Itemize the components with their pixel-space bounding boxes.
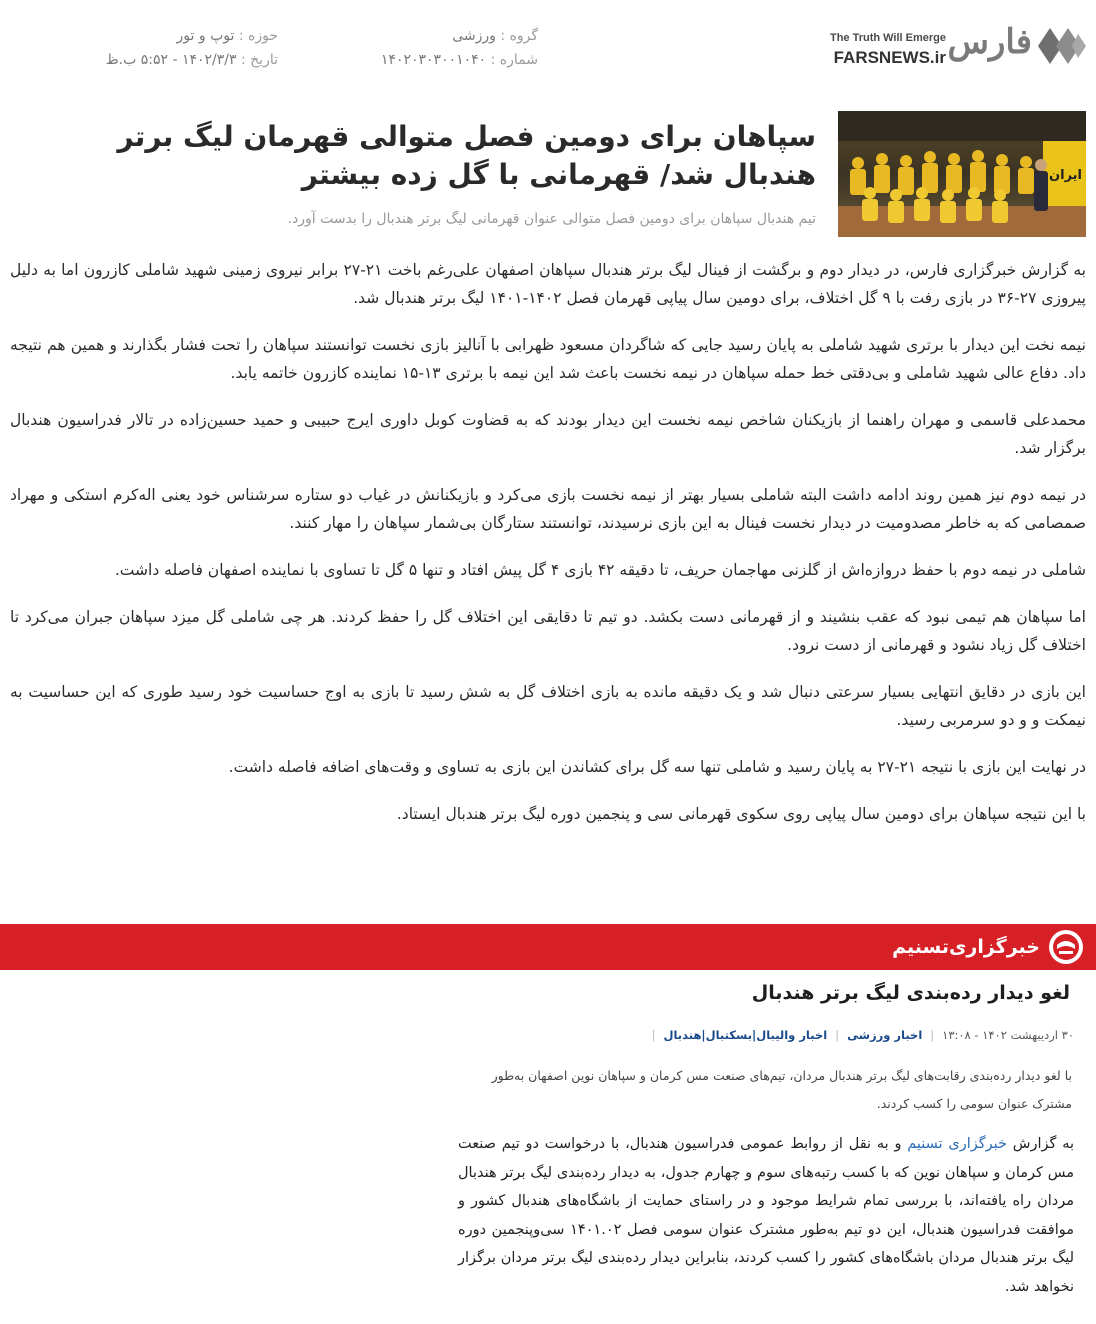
- article-paragraph: اما سپاهان هم تیمی نبود که عقب بنشیند و از قهرمانی دست بکشد. دو تیم تا دقایقی این اختلاف گل را حفظ کردند. هر چی شاملی گل میزد سپاهان جبران می‌کرد تا اختلاف گل زیاد نشود و قهرمانی از دست نرود.: [10, 608, 1086, 654]
- article-headline: سپاهان برای دومین فصل متوالی قهرمان لیگ برتر هندبال شد/ قهرمانی با گل زده بیشتر: [117, 120, 816, 191]
- tasnim-lead: با لغو دیدار رده‌بندی رقابت‌های لیگ برتر هندبال مردان، تیم‌های صنعت مس کرمان و سپاهان نوین اصفهان به‌طور مشترک عنوان سومی را کسب کردند.: [491, 1068, 1072, 1111]
- article-paragraph: در نیمه دوم نیز همین روند ادامه داشت البته شاملی بسیار بهتر از نیمه نخست بازی می‌کرد و بازیکنانش در غیاب دو ستاره سرشناس خود یعنی اله‌کرم استکی و مهراد صمصامی که به خاطر مصدومیت در دیدار نخست فینال به این بازی نرسیدند، توانستند ستارگان بی‌شمار سپاهان را مهار کنند.: [10, 486, 1086, 532]
- meta-separator: |: [651, 1028, 656, 1042]
- article-paragraph: نیمه نخت این دیدار با برتری شهید شاملی به پایان رسید جایی که شاگردان مسعود ظهرابی با آنالیز بازی نخست توانستند سپاهان را تحت فشار بگذارند و همین هم نتیجه داد. دفاع عالی شهید شاملی و بی‌دقتی خط حمله سپاهان در نیمه نخست باعث شد این نیمه با برتری ۱۳-۱۵ نماینده کازرون خاتمه یابد.: [10, 336, 1086, 382]
- article-paragraph: این بازی در دقایق انتهایی بسیار سرعتی دنبال شد و یک دقیقه مانده به بازی اختلاف گل به شش رسید تا بازی به اوج حساسیت خود رسید طوری که این حساسیت به نیمکت و و دو سرمربی رسید.: [10, 683, 1086, 729]
- tasnim-body-prefix: به گزارش: [1012, 1136, 1075, 1152]
- article-lead: تیم هندبال سپاهان برای دومین فصل متوالی عنوان قهرمانی لیگ برتر هندبال را بدست آورد.: [287, 211, 816, 227]
- date-value: ۱۴۰۲/۳/۳ - ۵:۵۲ ب.ظ: [105, 52, 237, 68]
- number-value: ۱۴۰۲۰۳۰۳۰۰۱۰۴۰: [380, 52, 487, 68]
- tasnim-headline: لغو دیدار رده‌بندی لیگ برتر هندبال: [751, 982, 1070, 1004]
- team-photo-illustration: [838, 111, 1086, 237]
- group-value: ورزشی: [452, 28, 496, 44]
- banner-text: ایران: [1049, 168, 1082, 183]
- article-paragraph: با این نتیجه سپاهان برای دومین سال پیاپی روی سکوی قهرمانی سی و پنجمین دوره لیگ برتر هندبال ایستاد.: [396, 805, 1086, 823]
- tasnim-category-sports[interactable]: اخبار ورزشی: [847, 1028, 923, 1042]
- fars-site-name: FARSNEWS.ir: [833, 48, 946, 67]
- number-label: شماره :: [490, 52, 538, 68]
- tasnim-body: [458, 1130, 1074, 1301]
- article-paragraph: شاملی در نیمه دوم با حفظ دروازه‌اش از گلزنی مهاجمان حریف، تا دقیقه ۴۲ بازی ۴ گل پیش افتاد و تنها ۵ گل تا تساوی با نماینده اصفهان فاصله داشت.: [114, 561, 1086, 579]
- tasnim-body-text: و به نقل از روابط عمومی فدراسیون هندبال، با درخواست دو تیم صنعت مس کرمان و سپاهان نوین که با کسب رتبه‌های سوم و چهارم جدول، به دیدار رده‌بندی لیگ برتر هندبال مردان راه یافته‌اند، با بررسی تمام شرایط موجود و در راستای حمایت از باشگاه‌های هندبال کشور و موافقت فدراسیون هندبال، این دو تیم به‌طور مشترک عنوان سومی فصل ۱۴۰۱.۰۲ سی‌وپنجمین دوره لیگ برتر هندبال مردان باشگاه‌های کشور را کسب کردند، بنابراین دیدار رده‌بندی لیگ برتر مردان برگزار نخواهد شد.: [458, 1136, 1074, 1295]
- article-hero-image[interactable]: [838, 111, 1086, 237]
- meta-separator: |: [930, 1028, 935, 1042]
- fars-tagline: The Truth Will Emerge: [829, 32, 946, 44]
- article-meta-zone: [106, 24, 278, 72]
- date-label: تاریخ :: [240, 52, 278, 68]
- fars-header: [0, 0, 1096, 100]
- zone-label: حوزه :: [238, 28, 278, 44]
- article-paragraph: در نهایت این بازی با نتیجه ۲۱-۲۷ به پایان رسید و شاملی تنها سه گل برای کشاندن این بازی به تساوی و وقت‌های اضافه فاصله داشت.: [228, 758, 1086, 776]
- tasnim-emblem-icon: [1048, 929, 1084, 965]
- tasnim-source-link[interactable]: خبرگزاری تسنیم: [907, 1136, 1008, 1152]
- fars-diamonds-icon: [1038, 26, 1086, 66]
- tasnim-logo[interactable]: [892, 928, 1084, 966]
- group-label: گروه :: [500, 28, 538, 44]
- article-meta-group: [381, 24, 538, 72]
- tasnim-meta-row: [652, 1028, 1074, 1042]
- tasnim-brand-name: خبرگزاری‌تسنیم: [892, 936, 1040, 958]
- tasnim-date: ۳۰ اردیبهشت ۱۴۰۲ - ۱۳:۰۸: [942, 1028, 1074, 1042]
- tasnim-category-volleyball[interactable]: اخبار والیبال|بسکتبال|هندبال: [663, 1028, 828, 1042]
- article-paragraph: محمدعلی قاسمی و مهران راهنما از بازیکنان شاخص نیمه نخست این دیدار بودند که به قضاوت کوبل داوری ایرج حبیبی و حمید حسین‌زاده در تالار فدراسیون هندبال برگزار شد.: [10, 411, 1086, 457]
- fars-wordmark: فارس: [947, 22, 1032, 62]
- meta-separator: |: [835, 1028, 840, 1042]
- fars-logo[interactable]: [829, 22, 1086, 72]
- zone-value: توپ و تور: [176, 28, 235, 44]
- article-paragraph: به گزارش خبرگزاری فارس، در دیدار دوم و برگشت از فینال لیگ برتر هندبال سپاهان اصفهان علی‌رغم باخت ۲۱-۲۷ برابر نیروی زمینی شهید شاملی کازرون اما به دلیل پیروزی ۲۷-۳۶ در بازی رفت با ۹ گل اختلاف، برای دومین سال پیاپی قهرمان فصل ۱۴۰۲-۱۴۰۱ لیگ برتر هندبال شد.: [10, 261, 1086, 307]
- article-body: [10, 256, 1086, 847]
- tasnim-header-bar: [0, 924, 1096, 970]
